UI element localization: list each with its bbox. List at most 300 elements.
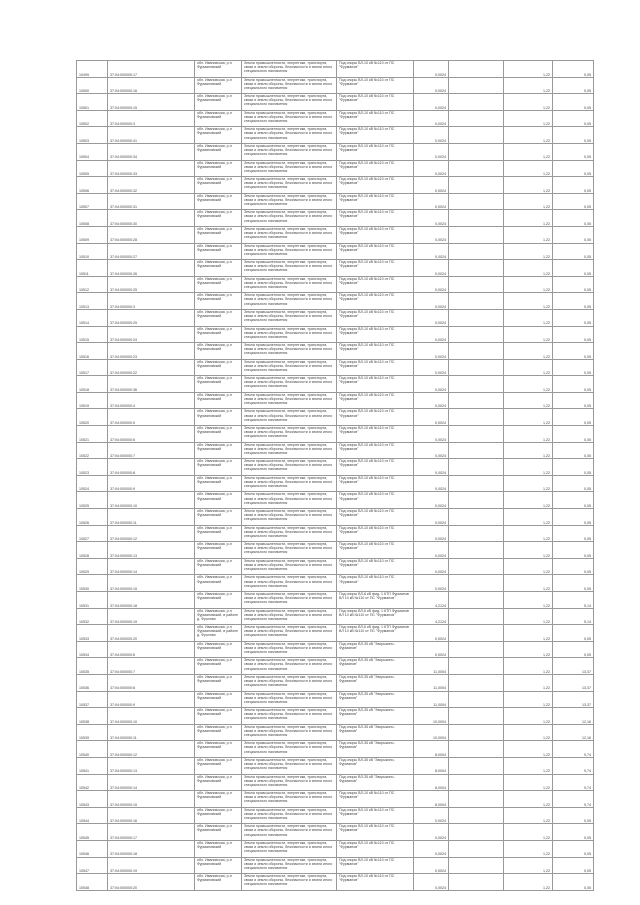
cell-f2: 1,22 [504, 824, 553, 841]
cell-area: 10,0004 [414, 724, 449, 741]
cell-cad: 37:04:000000:13 [108, 757, 195, 774]
cell-use: Под опоры ВЛ-10 кВ №110 от ПС "Фурманов" [337, 160, 414, 177]
cell-loc: обл. Ивановская, р-н Фурмановский [195, 575, 242, 592]
cell-loc: обл. Ивановская, р-н Фурмановский [195, 691, 242, 708]
cell-use: Под опоры ВЛ-10 кВ №110 от ПС "Фурманов" [337, 193, 414, 210]
cell-id: 10527 [77, 525, 108, 542]
cell-area: 0,0024 [414, 542, 449, 559]
cell-id: 10522 [77, 442, 108, 459]
cell-use: Под опоры ВЛ-10 кВ №110 от ПС "Фурманов" [337, 791, 414, 808]
cell-f1 [449, 857, 504, 874]
cell-f1 [449, 691, 504, 708]
table-row [77, 492, 594, 509]
land-plots-table [76, 60, 594, 891]
table-row [77, 724, 594, 741]
table-row [77, 625, 594, 642]
cell-id: 10523 [77, 459, 108, 476]
cell-cat: Земли промышленности, энергетики, транспорта, связи и земли обороны, безопасности и земли иного специального назначения [242, 807, 337, 824]
cell-loc: обл. Ивановская, р-н Фурмановский [195, 193, 242, 210]
cell-area: 0,0024 [414, 525, 449, 542]
cell-use: Под опоры ВЛ-10 кВ №110 от ПС "Фурманов" [337, 409, 414, 426]
cell-id: 10521 [77, 426, 108, 443]
cell-cat: Земли промышленности, энергетики, транспорта, связи и земли обороны, безопасности и земли иного специального назначения [242, 309, 337, 326]
cell-cat: Земли промышленности, энергетики, транспорта, связи и земли обороны, безопасности и земли иного специального назначения [242, 276, 337, 293]
cell-id: 10499 [77, 61, 108, 78]
cell-loc: обл. Ивановская, р-н Фурмановский [195, 509, 242, 526]
cell-f2: 1,22 [504, 608, 553, 625]
cell-cad: 37:04:000000:29 [108, 309, 195, 326]
cell-area: 0,0024 [414, 343, 449, 360]
cell-id: 10512 [77, 276, 108, 293]
cell-use: Под опоры ВЛ-10 кВ №110 от ПС "Фурманов" [337, 807, 414, 824]
cell-f2: 1,22 [504, 575, 553, 592]
cell-id: 10510 [77, 243, 108, 260]
cell-use: Под опоры ВЛ-10 кВ №110 от ПС "Фурманов" [337, 110, 414, 127]
cell-cat: Земли промышленности, энергетики, транспорта, связи и земли обороны, безопасности и земли иного специального назначения [242, 226, 337, 243]
cell-id: 10503 [77, 127, 108, 144]
table-row [77, 807, 594, 824]
table-row [77, 376, 594, 393]
cell-f2: 1,22 [504, 77, 553, 94]
cell-cad: 37:04:000000:14 [108, 558, 195, 575]
cell-cad: 37:04:000000:25 [108, 276, 195, 293]
cell-f1 [449, 724, 504, 741]
cell-id: 10537 [77, 691, 108, 708]
cell-loc: обл. Ивановская, р-н Фурмановский [195, 376, 242, 393]
cell-f1 [449, 226, 504, 243]
cell-loc: обл. Ивановская, р-н Фурмановский [195, 674, 242, 691]
cell-area: 0,0024 [414, 193, 449, 210]
cell-cad: 37:04:000000:16 [108, 807, 195, 824]
cell-cad: 37:04:000000:17 [108, 61, 195, 78]
cell-use: Под опоры ВЛ-10 кВ №110 от ПС "Фурманов" [337, 210, 414, 227]
cell-use: Под опоры ВЛ-10 кВ №110 от ПС "Фурманов" [337, 343, 414, 360]
cell-f3: 0,05 [553, 77, 594, 94]
cell-id: 10518 [77, 376, 108, 393]
cell-f3: 0,05 [553, 509, 594, 526]
cell-cad: 37:04:000000:13 [108, 542, 195, 559]
cell-cat: Земли промышленности, энергетики, транспорта, связи и земли обороны, безопасности и земли иного специального назначения [242, 392, 337, 409]
cell-f2: 1,22 [504, 492, 553, 509]
cell-area: 0,0024 [414, 840, 449, 857]
cell-f1 [449, 177, 504, 194]
cell-f3: 0,05 [553, 641, 594, 658]
cell-f3: 0,05 [553, 309, 594, 326]
cell-f1 [449, 127, 504, 144]
cell-id: 10509 [77, 226, 108, 243]
cell-use: Под опоры ВЛ-35 кВ "Зворыкино-Фурманов" [337, 658, 414, 675]
table-row [77, 143, 594, 160]
table-row [77, 392, 594, 409]
cell-f3: 0,05 [553, 376, 594, 393]
cell-loc: обл. Ивановская, р-н Фурмановский [195, 143, 242, 160]
cell-f1 [449, 641, 504, 658]
cell-f2: 1,22 [504, 94, 553, 111]
cell-cad: 37:04:000000:10 [108, 708, 195, 725]
cell-cat: Земли промышленности, энергетики, транспорта, связи и земли обороны, безопасности и земли иного специального назначения [242, 608, 337, 625]
table-row [77, 426, 594, 443]
cell-loc: обл. Ивановская, р-н Фурмановский [195, 708, 242, 725]
cell-cat: Земли промышленности, энергетики, транспорта, связи и земли обороны, безопасности и земли иного специального назначения [242, 791, 337, 808]
table-row [77, 94, 594, 111]
cell-cad: 37:04:000000:8 [108, 674, 195, 691]
cell-area: 0,0024 [414, 61, 449, 78]
cell-use: Под опоры ВЛ-10 кВ №110 от ПС "Фурманов" [337, 226, 414, 243]
cell-use: Под опоры ВЛ-10 кВ №110 от ПС "Фурманов" [337, 509, 414, 526]
table-row [77, 641, 594, 658]
cell-cad: 37:04:000000:28 [108, 226, 195, 243]
cell-use: Под опоры ВЛ-35 кВ "Зворыкино-Фурманов" [337, 641, 414, 658]
cell-f1 [449, 276, 504, 293]
cell-f3: 0,05 [553, 874, 594, 891]
cell-f2: 1,22 [504, 193, 553, 210]
cell-area: 0,0024 [414, 392, 449, 409]
cell-f1 [449, 807, 504, 824]
cell-area: 8,0004 [414, 791, 449, 808]
cell-use: Под опоры ВЛ-35 кВ "Зворыкино-Фурманов" [337, 757, 414, 774]
cell-loc: обл. Ивановская, р-н Фурмановский [195, 592, 242, 609]
cell-loc: обл. Ивановская, р-н Фурмановский [195, 774, 242, 791]
cell-cat: Земли промышленности, энергетики, транспорта, связи и земли обороны, безопасности и земли иного специального назначения [242, 459, 337, 476]
cell-id: 10517 [77, 359, 108, 376]
cell-f1 [449, 309, 504, 326]
cell-use: Под опоры ВЛ-10 кВ №110 от ПС "Фурманов" [337, 326, 414, 343]
cell-use: Под опоры ВЛ-6 кВ фид. 1 КТП Фурманов ВЛ 10 кВ №110 от ПС "Фурманов" [337, 592, 414, 609]
cell-cat: Земли промышленности, энергетики, транспорта, связи и земли обороны, безопасности и земли иного специального назначения [242, 110, 337, 127]
cell-loc: обл. Ивановская, р-н Фурмановский [195, 791, 242, 808]
table-row [77, 260, 594, 277]
cell-loc: обл. Ивановская, р-н Фурмановский [195, 807, 242, 824]
cell-cad: 37:04:000000:22 [108, 359, 195, 376]
cell-area: 0,0024 [414, 625, 449, 642]
cell-id: 10519 [77, 392, 108, 409]
cell-f3: 0,05 [553, 840, 594, 857]
cell-cat: Земли промышленности, энергетики, транспорта, связи и земли обороны, безопасности и земли иного специального назначения [242, 724, 337, 741]
cell-f1 [449, 874, 504, 891]
cell-loc: обл. Ивановская, р-н Фурмановский [195, 724, 242, 741]
cell-area: 0,0024 [414, 94, 449, 111]
cell-area: 0,0024 [414, 807, 449, 824]
cell-area: 0,0024 [414, 260, 449, 277]
table-row [77, 592, 594, 609]
cell-cat: Земли промышленности, энергетики, транспорта, связи и земли обороны, безопасности и земли иного специального назначения [242, 509, 337, 526]
cell-f3: 0,05 [553, 160, 594, 177]
cell-cad: 37:04:000000:18 [108, 840, 195, 857]
cell-loc: обл. Ивановская, р-н Фурмановский [195, 160, 242, 177]
cell-cad: 37:04:000000:15 [108, 94, 195, 111]
cell-f1 [449, 260, 504, 277]
cell-loc: обл. Ивановская, р-н Фурмановский [195, 409, 242, 426]
cell-use: Под опоры ВЛ-10 кВ №110 от ПС "Фурманов" [337, 840, 414, 857]
table-row [77, 110, 594, 127]
cell-cat: Земли промышленности, энергетики, транспорта, связи и земли обороны, безопасности и земли иного специального назначения [242, 542, 337, 559]
cell-loc: обл. Ивановская, р-н Фурмановский [195, 260, 242, 277]
cell-cat: Земли промышленности, энергетики, транспорта, связи и земли обороны, безопасности и земли иного специального назначения [242, 177, 337, 194]
cell-id: 10540 [77, 741, 108, 758]
cell-f2: 1,22 [504, 359, 553, 376]
cell-cad: 37:04:000000:9 [108, 691, 195, 708]
cell-cat: Земли промышленности, энергетики, транспорта, связи и земли обороны, безопасности и земли иного специального назначения [242, 525, 337, 542]
cell-loc: обл. Ивановская, р-н Фурмановский [195, 293, 242, 310]
cell-cat: Земли промышленности, энергетики, транспорта, связи и земли обороны, безопасности и земли иного специального назначения [242, 94, 337, 111]
cell-use: Под опоры ВЛ-10 кВ №110 от ПС "Фурманов" [337, 525, 414, 542]
cell-f3: 0,05 [553, 475, 594, 492]
cell-cad: 37:04:000000:32 [108, 177, 195, 194]
cell-cat: Земли промышленности, энергетики, транспорта, связи и земли обороны, безопасности и земли иного специального назначения [242, 874, 337, 891]
cell-cad: 37:04:000000:26 [108, 260, 195, 277]
table-row [77, 127, 594, 144]
cell-f2: 1,22 [504, 774, 553, 791]
cell-area: 0,0024 [414, 293, 449, 310]
cell-area: 0,0024 [414, 509, 449, 526]
cell-f3: 9,74 [553, 741, 594, 758]
cell-cat: Земли промышленности, энергетики, транспорта, связи и земли обороны, безопасности и земли иного специального назначения [242, 824, 337, 841]
cell-use: Под опоры ВЛ-10 кВ №110 от ПС "Фурманов" [337, 61, 414, 78]
cell-f1 [449, 293, 504, 310]
cell-use: Под опоры ВЛ-10 кВ №110 от ПС "Фурманов" [337, 243, 414, 260]
cell-use: Под опоры ВЛ-10 кВ №110 от ПС "Фурманов" [337, 857, 414, 874]
cell-f3: 0,05 [553, 293, 594, 310]
cell-f3: 0,05 [553, 525, 594, 542]
cell-f1 [449, 359, 504, 376]
table-row [77, 309, 594, 326]
cell-id: 10530 [77, 575, 108, 592]
cell-f3: 9,74 [553, 774, 594, 791]
cell-use: Под опоры ВЛ-10 кВ №110 от ПС "Фурманов" [337, 127, 414, 144]
cell-loc: обл. Ивановская, р-н Фурмановский [195, 94, 242, 111]
cell-area: 10,0004 [414, 708, 449, 725]
table-row [77, 525, 594, 542]
cell-f2: 1,22 [504, 226, 553, 243]
cell-f1 [449, 658, 504, 675]
cell-f2: 1,22 [504, 177, 553, 194]
cell-area: 0,0024 [414, 177, 449, 194]
cell-cad: 37:04:000000:4 [108, 392, 195, 409]
cell-loc: обл. Ивановская, р-н Фурмановский [195, 326, 242, 343]
cell-cad: 37:04:000000:10 [108, 492, 195, 509]
cell-f2: 1,22 [504, 309, 553, 326]
cell-use: Под опоры ВЛ-10 кВ №110 от ПС "Фурманов" [337, 426, 414, 443]
table-row [77, 459, 594, 476]
cell-cad: 37:04:000000:8 [108, 459, 195, 476]
cell-use: Под опоры ВЛ-10 кВ №110 от ПС "Фурманов" [337, 359, 414, 376]
cell-area: 0,0024 [414, 243, 449, 260]
cell-loc: обл. Ивановская, р-н Фурмановский [195, 210, 242, 227]
cell-f1 [449, 475, 504, 492]
cell-loc: обл. Ивановская, р-н Фурмановский [195, 525, 242, 542]
cell-area: 0,0024 [414, 276, 449, 293]
cell-cad: 37:04:000000:23 [108, 343, 195, 360]
cell-f2: 1,22 [504, 426, 553, 443]
cell-f1 [449, 558, 504, 575]
table-body [77, 61, 594, 891]
cell-area: 0,0024 [414, 442, 449, 459]
cell-loc: обл. Ивановская, р-н Фурмановский [195, 177, 242, 194]
cell-cad: 37:04:000000:3 [108, 293, 195, 310]
cell-cat: Земли промышленности, энергетики, транспорта, связи и земли обороны, безопасности и земли иного специального назначения [242, 326, 337, 343]
cell-area: 0,0024 [414, 359, 449, 376]
cell-use: Под опоры ВЛ-10 кВ №110 от ПС "Фурманов" [337, 824, 414, 841]
cell-f2: 1,22 [504, 691, 553, 708]
cell-loc: обл. Ивановская, р-н Фурмановский [195, 757, 242, 774]
cell-f2: 1,22 [504, 840, 553, 857]
cell-id: 10528 [77, 542, 108, 559]
cell-cad: 37:04:000000:19 [108, 608, 195, 625]
cell-id: 10535 [77, 658, 108, 675]
cell-area: 0,0024 [414, 492, 449, 509]
cell-cad: 37:04:000000:11 [108, 724, 195, 741]
cell-area: 11,0004 [414, 674, 449, 691]
table-row [77, 210, 594, 227]
cell-id: 10538 [77, 708, 108, 725]
cell-cad: 37:04:000000:17 [108, 824, 195, 841]
cell-f1 [449, 608, 504, 625]
cell-f1 [449, 741, 504, 758]
cell-area: 0,0024 [414, 426, 449, 443]
table-row [77, 542, 594, 559]
cell-id: 10514 [77, 309, 108, 326]
cell-id: 10508 [77, 210, 108, 227]
cell-use: Под опоры ВЛ-10 кВ №110 от ПС "Фурманов" [337, 177, 414, 194]
cell-f1 [449, 509, 504, 526]
cell-cat: Земли промышленности, энергетики, транспорта, связи и земли обороны, безопасности и земли иного специального назначения [242, 127, 337, 144]
table-row [77, 475, 594, 492]
cell-f2: 1,22 [504, 509, 553, 526]
cell-f3: 0,05 [553, 143, 594, 160]
cell-f1 [449, 326, 504, 343]
cell-f2: 1,22 [504, 724, 553, 741]
cell-use: Под опоры ВЛ-35 кВ "Зворыкино-Фурманов" [337, 741, 414, 758]
table-row [77, 774, 594, 791]
cell-f3: 0,05 [553, 260, 594, 277]
table-row [77, 708, 594, 725]
cell-f1 [449, 674, 504, 691]
cell-f3: 0,05 [553, 177, 594, 194]
cell-area: 0,0024 [414, 127, 449, 144]
table-row [77, 658, 594, 675]
cell-f3: 0,05 [553, 824, 594, 841]
cell-loc: обл. Ивановская, р-н Фурмановский [195, 857, 242, 874]
cell-id: 10524 [77, 475, 108, 492]
cell-f2: 1,22 [504, 857, 553, 874]
table-row [77, 243, 594, 260]
cell-f3: 0,05 [553, 426, 594, 443]
cell-id: 10505 [77, 160, 108, 177]
cell-cat: Земли промышленности, энергетики, транспорта, связи и земли обороны, безопасности и земли иного специального назначения [242, 160, 337, 177]
cell-use: Под опоры ВЛ-35 кВ "Зворыкино-Фурманов" [337, 774, 414, 791]
document-page [76, 60, 591, 891]
cell-loc: обл. Ивановская, р-н Фурмановский [195, 226, 242, 243]
cell-area: 8,0004 [414, 757, 449, 774]
cell-loc: обл. Ивановская, р-н Фурмановский [195, 641, 242, 658]
cell-cat: Земли промышленности, энергетики, транспорта, связи и земли обороны, безопасности и земли иного специального назначения [242, 741, 337, 758]
table-row [77, 575, 594, 592]
cell-f1 [449, 193, 504, 210]
cell-loc: обл. Ивановская, р-н Фурмановский [195, 741, 242, 758]
cell-f2: 1,22 [504, 409, 553, 426]
cell-f2: 1,22 [504, 757, 553, 774]
cell-f1 [449, 210, 504, 227]
cell-f2: 1,22 [504, 61, 553, 78]
cell-f3: 0,05 [553, 94, 594, 111]
cell-loc: обл. Ивановская, р-н Фурмановский [195, 309, 242, 326]
cell-f3: 5,14 [553, 592, 594, 609]
cell-f1 [449, 426, 504, 443]
cell-f3: 12,16 [553, 724, 594, 741]
cell-loc: обл. Ивановская, р-н Фурмановский [195, 840, 242, 857]
table-row [77, 509, 594, 526]
cell-loc: обл. Ивановская, р-н Фурмановский [195, 542, 242, 559]
cell-id: 10542 [77, 774, 108, 791]
cell-f1 [449, 110, 504, 127]
cell-use: Под опоры ВЛ-10 кВ №110 от ПС "Фурманов" [337, 376, 414, 393]
table-row [77, 77, 594, 94]
cell-cat: Земли промышленности, энергетики, транспорта, связи и земли обороны, безопасности и земли иного специального назначения [242, 210, 337, 227]
cell-f2: 1,22 [504, 874, 553, 891]
cell-area: 0,0024 [414, 874, 449, 891]
cell-cat: Земли промышленности, энергетики, транспорта, связи и земли обороны, безопасности и земли иного специального назначения [242, 475, 337, 492]
cell-cad: 37:04:000000:19 [108, 857, 195, 874]
cell-cat: Земли промышленности, энергетики, транспорта, связи и земли обороны, безопасности и земли иного специального назначения [242, 426, 337, 443]
cell-cat: Земли промышленности, энергетики, транспорта, связи и земли обороны, безопасности и земли иного специального назначения [242, 492, 337, 509]
cell-area: 11,0004 [414, 658, 449, 675]
cell-area: 0,0024 [414, 326, 449, 343]
cell-f3: 0,05 [553, 625, 594, 642]
table-row [77, 558, 594, 575]
table-row [77, 840, 594, 857]
cell-f1 [449, 791, 504, 808]
cell-f1 [449, 525, 504, 542]
cell-f2: 1,22 [504, 326, 553, 343]
cell-f1 [449, 392, 504, 409]
cell-f3: 0,05 [553, 226, 594, 243]
cell-f3: 13,37 [553, 658, 594, 675]
cell-use: Под опоры ВЛ-35 кВ "Зворыкино-Фурманов" [337, 724, 414, 741]
cell-cad: 37:04:000000:7 [108, 658, 195, 675]
cell-id: 10545 [77, 824, 108, 841]
cell-id: 10506 [77, 177, 108, 194]
cell-loc: обл. Ивановская, р-н Фурмановский [195, 243, 242, 260]
cell-area: 8,0004 [414, 741, 449, 758]
cell-f2: 1,22 [504, 376, 553, 393]
cell-f2: 1,22 [504, 392, 553, 409]
cell-cad: 37:04:000000:7 [108, 442, 195, 459]
cell-cat: Земли промышленности, энергетики, транспорта, связи и земли обороны, безопасности и земли иного специального назначения [242, 674, 337, 691]
cell-id: 10546 [77, 840, 108, 857]
cell-loc: обл. Ивановская, р-н Фурмановский [195, 359, 242, 376]
cell-f3: 13,37 [553, 691, 594, 708]
cell-cad: 37:04:000000:16 [108, 77, 195, 94]
cell-area: 0,0024 [414, 210, 449, 227]
cell-f3: 0,05 [553, 409, 594, 426]
cell-use: Под опоры ВЛ-10 кВ №110 от ПС "Фурманов" [337, 77, 414, 94]
cell-f2: 1,22 [504, 243, 553, 260]
cell-f1 [449, 442, 504, 459]
cell-f1 [449, 243, 504, 260]
cell-f3: 13,37 [553, 674, 594, 691]
cell-f2: 1,22 [504, 260, 553, 277]
cell-loc: обл. Ивановская, р-н Фурмановский [195, 492, 242, 509]
cell-cad: 37:04:000000:11 [108, 509, 195, 526]
cell-f1 [449, 708, 504, 725]
cell-f2: 1,22 [504, 741, 553, 758]
cell-area: 0,0024 [414, 110, 449, 127]
table-row [77, 409, 594, 426]
cell-cad: 37:04:000000:9 [108, 475, 195, 492]
cell-f3: 0,05 [553, 575, 594, 592]
cell-f2: 1,22 [504, 708, 553, 725]
cell-use: Под опоры ВЛ-10 кВ №110 от ПС "Фурманов" [337, 143, 414, 160]
